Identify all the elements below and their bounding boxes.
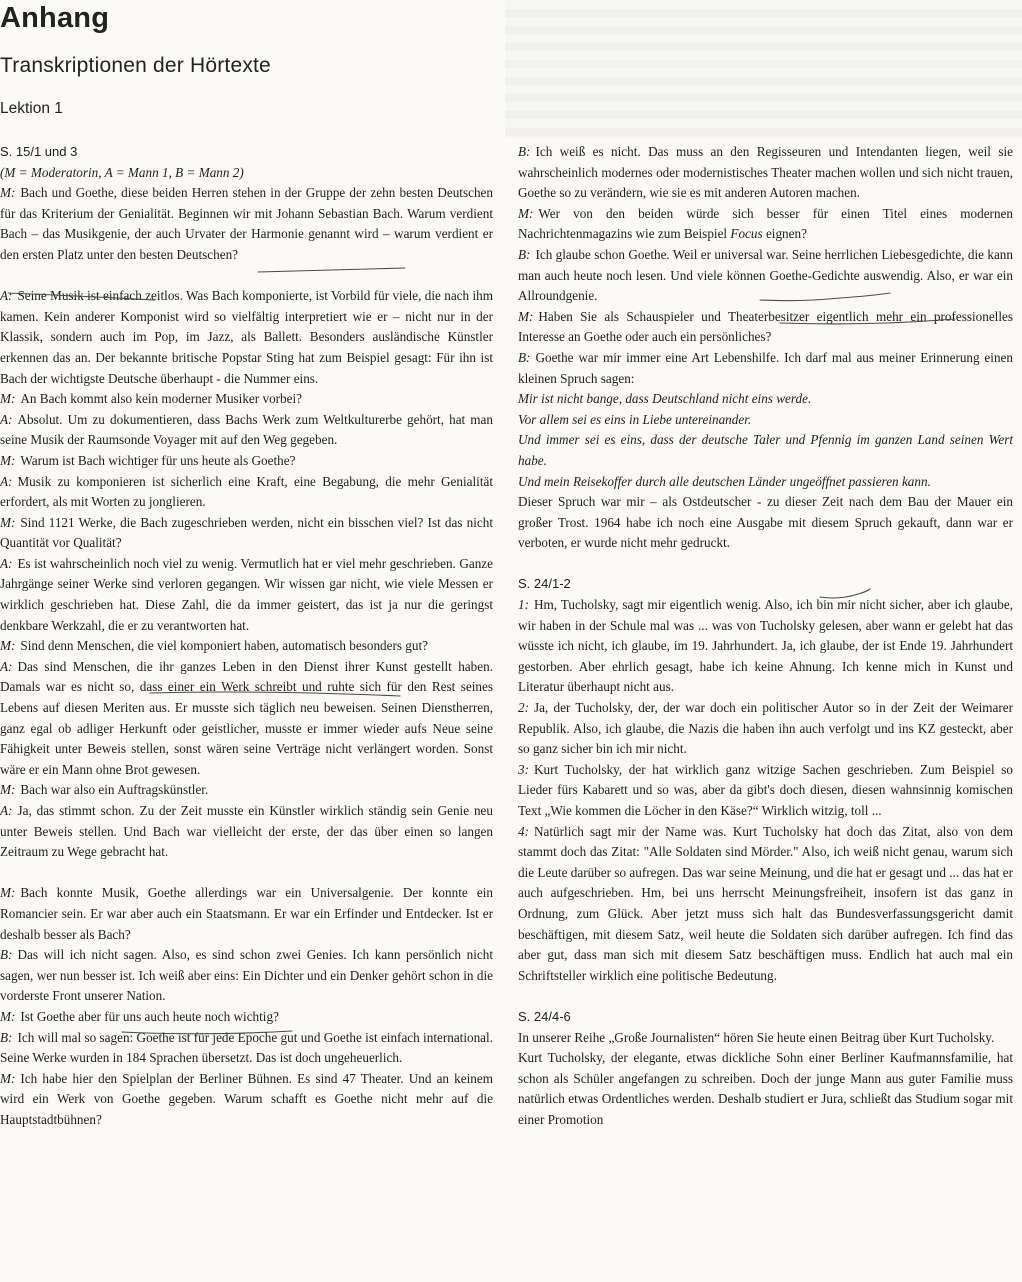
dialogue-paragraph xyxy=(0,554,493,636)
dialogue-paragraph xyxy=(0,183,493,265)
dialogue-paragraph xyxy=(0,945,493,1007)
dialogue-text: Das sind Menschen, die ihr ganzes Leben in den Dienst ihrer Kunst gestellt haben. Damals war es nicht so, dass einer ein Werk schreibt und ruhte sich für den Rest seines Lebens auf diesen Meriten aus. Er musste sich täglich neu beweisen. Seinen Dienstherren, ganz egal ob adliger Herkunft oder geistlicher, musste er immer wieder aufs Neue seine Fähigkeit unter Beweis stellen, sonst wären seine Verträge nicht verlängert worden. Sonst wäre er ein Mann ohne Brot gewesen. xyxy=(0,658,493,777)
speaker-label: M: xyxy=(0,638,16,654)
dialogue-paragraph xyxy=(0,883,493,945)
dialogue-text: Das will ich nicht sagen. Also, es sind schon zwei Genies. Ich kann persönlich nicht sagen, wer nun besser ist. Ich weiß aber eins: Ein Dichter und ein Denker gehört schon in die vorderste Front unserer Nation. xyxy=(0,947,493,1004)
dialogue-paragraph xyxy=(0,410,493,451)
dialogue-text: Ich glaube schon Goethe. Weil er universal war. Seine herrlichen Liebesgedichte, die kann man auch heute noch lesen. Und viele können Goethe-Gedichte auswendig. Also, er war ein Allroundgenie. xyxy=(518,246,1013,304)
speaker-label: M: xyxy=(518,308,534,324)
dialogue-paragraph xyxy=(0,451,493,472)
dialogue-text: Ich will mal so sagen: Goethe ist für jede Epoche gut und Goethe ist einfach international. Seine Werke wurden in 184 Sprachen übersetzt. Das ist doch ungeheuerlich. xyxy=(0,1029,493,1066)
speaker-label: B: xyxy=(0,947,13,963)
speaker-label: A: xyxy=(0,411,13,427)
body-paragraph: In unserer Reihe „Große Journalisten“ hören Sie heute einen Beitrag über Kurt Tucholsky. xyxy=(518,1029,995,1045)
dialogue-text: Bach und Goethe, diese beiden Herren stehen in der Gruppe der zehn besten Deutschen für das Kriterium der Genialität. Beginnen wir mit Johann Sebastian Bach. Warum verdient Bach – das Musikgenie, der auch Urvater der Harmonie genannt wird – warum verdient er den ersten Platz unter den besten Deutschen? xyxy=(0,185,493,262)
dialogue-text: Warum ist Bach wichtiger für uns heute als Goethe? xyxy=(20,452,296,468)
dialogue-paragraph xyxy=(518,595,1013,698)
speaker-label: A: xyxy=(0,658,13,674)
emphasized-title: Focus xyxy=(730,226,763,242)
dialogue-paragraph xyxy=(518,822,1013,987)
facing-page-bleed xyxy=(505,0,1022,138)
dialogue-paragraph: Dieser Spruch war mir – als Ostdeutscher - zu dieser Zeit nach dem Bau der Mauer ein großer Trost. 1964 habe ich noch eine Ausgabe mit diesem Spruch gekauft, dann war er verboten, er wurde nicht mehr gedruckt. xyxy=(518,494,1013,551)
body-paragraph: Kurt Tucholsky, der elegante, etwas dickliche Sohn einer Berliner Kaufmannsfamilie, hat schon als Schüler angefangen zu schreiben. Doch der junge Mann aus guter Familie muss natürlich etwas Ordentliches werden. Deshalb studiert er Jura, schließt das Studium sogar mit einer Promotion xyxy=(518,1050,1013,1127)
speaker-label: 1: xyxy=(518,597,529,613)
speaker-label: M: xyxy=(0,514,16,530)
page-title: Anhang xyxy=(0,2,110,34)
dialogue-list xyxy=(518,142,1013,389)
verse-line: Mir ist nicht bange, dass Deutschland nicht eins werde. xyxy=(518,391,812,407)
dialogue-text: Bach konnte Musik, Goethe allerdings war ein Universalgenie. Der konnte ein Romancier sein. Er war aber auch ein Staatsmann. Er war ein Erfinder und Entdecker. Ist er deshalb besser als Bach? xyxy=(0,885,493,942)
dialogue-text: Musik zu komponieren ist sicherlich eine Kraft, eine Begabung, die mehr Genialität erfordert, als mit Worten zu jonglieren. xyxy=(0,473,493,510)
dialogue-text: Ich weiß es nicht. Das muss an den Regisseuren und Intendanten liegen, weil sie wahrscheinlich modernes oder modernistisches Theater machen wollen und sich nicht trauen, Goethe so zu verändern, wie sie es mit anderen Autoren machen. xyxy=(518,144,1013,201)
dialogue-text: Natürlich sagt mir der Name was. Kurt Tucholsky hat doch das Zitat, also von dem stammt doch das Zitat: "Alle Soldaten sind Mörder." Also, ich weiß nicht genau, warum sich die Leute darüber so aufregen. Das war seine Meinung, und die hat er gesagt und ... das hat er auch aufgeschrieben. Hm, bei uns herrscht Meinungsfreiheit, insofern ist das ganz in Ordnung, zum Glück. Aber jetzt muss sich halt das Bundesverfassungsgericht damit beschäftigen, mit diesem Satz, weil heute die Soldaten sich darüber aufregen. Ich find das aber gut, dass man sich mit diesem Satz beschäftigen muss. Endlich hat auch mal ein Schriftsteller wirklich eine politische Bedeutung. xyxy=(518,823,1013,983)
dialogue-text: Ich habe hier den Spielplan der Berliner Bühnen. Es sind 47 Theater. Und an keinem wird ein Werk von Goethe gegeben. Warum schafft es Goethe nicht mehr auf die Hauptstadtbühnen? xyxy=(0,1070,493,1127)
dialogue-paragraph xyxy=(0,1028,493,1069)
verse-line: Und immer sei es eins, dass der deutsche Taler und Pfennig im ganzen Land seinen Wert habe. xyxy=(518,432,1013,468)
speaker-label: M: xyxy=(0,885,16,901)
dialogue-text: Ist Goethe aber für uns auch heute noch wichtig? xyxy=(20,1008,279,1024)
dialogue-text: Seine Musik ist einfach zeitlos. Was Bach komponierte, ist Vorbild für viele, die nach ihm kamen. Kein anderer Komponist wird so vielfältig interpretiert wie er – nicht nur in der Klassik, sondern auch im Pop, im Jazz, als Ballett. Besonders ausländische Künstler erkennen das an. Der bekannte britische Popstar Sting hat zum Beispiel gesagt: Für ihn ist Bach der wichtigste Deutsche überhaupt - die Nummer eins. xyxy=(0,288,493,386)
speaker-label: A: xyxy=(0,288,13,304)
dialogue-text: An Bach kommt also kein moderner Musiker vorbei? xyxy=(20,391,303,407)
dialogue-paragraph xyxy=(518,307,1013,348)
dialogue-text: Haben Sie als Schauspieler und Theaterbesitzer eigentlich mehr ein professionelles Interesse an Goethe oder auch ein persönliches? xyxy=(518,308,1013,345)
dialogue-paragraph xyxy=(518,245,1013,307)
speaker-label: 3: xyxy=(518,761,529,777)
paragraph-list xyxy=(518,1028,1013,1131)
dialogue-paragraph xyxy=(0,801,493,863)
speaker-label: M: xyxy=(518,205,534,221)
dialogue-list xyxy=(0,183,493,1130)
speaker-label: M: xyxy=(0,452,16,468)
dialogue-paragraph xyxy=(0,513,493,554)
dialogue-paragraph xyxy=(0,1069,493,1131)
speaker-label: B: xyxy=(518,349,531,365)
dialogue-text: Goethe war mir immer eine Art Lebenshilfe. Ich darf mal aus meiner Erinnerung einen kleinen Spruch sagen: xyxy=(518,349,1013,386)
dialogue-text: Hm, Tucholsky, sagt mir eigentlich wenig. Also, ich bin mir nicht sicher, aber ich glaube, wir haben in der Schule mal was ... was von Tucholsky gelesen, aber wann er gelebt hat das wüsste ich nicht, ich glaube, im 19. Jahrhundert. Ja, ich glaube, der ist Ende 19. Jahrhundert gestorben. Aber ehrlich gesagt, habe ich keine Ahnung. Ich kenne mich in Kunst und Literatur überhaupt nicht aus. xyxy=(518,597,1013,695)
speaker-label: B: xyxy=(518,144,531,159)
verse-line: Und mein Reisekoffer durch alle deutschen Länder ungeöffnet passieren kann. xyxy=(518,473,931,489)
speaker-label: A: xyxy=(0,555,13,571)
lesson-heading: Lektion 1 xyxy=(0,100,63,117)
dialogue-paragraph xyxy=(0,1007,493,1028)
speaker-label: M: xyxy=(0,1008,16,1024)
dialogue-text: Sind 1121 Werke, die Bach zugeschrieben werden, nicht ein bisschen viel? Ist das nicht Quantität vor Qualität? xyxy=(0,514,493,551)
dialogue-text: Ja, der Tucholsky, der, der war doch ein politischer Autor so in der Zeit der Weimarer Republik. Also, ich glaube, die Nazis die haben ihn auch verfolgt und ins KZ gesteckt, aber so ganz sicher bin ich mir nicht. xyxy=(518,700,1013,757)
speaker-label: A: xyxy=(0,473,13,489)
verse-block xyxy=(518,389,1013,492)
dialogue-paragraph xyxy=(0,389,493,410)
dialogue-text: eignen? xyxy=(762,226,807,242)
speaker-label: M: xyxy=(0,391,16,407)
dialogue-text: Bach war also ein Auftragskünstler. xyxy=(20,782,209,798)
section-heading: S. 24/4-6 xyxy=(518,1008,571,1024)
verse-line: Vor allem sei es eins in Liebe untereinander. xyxy=(518,411,752,427)
dialogue-text: Absolut. Um zu dokumentieren, dass Bachs Werk zum Weltkulturerbe gehört, hat man seine Musik der Raumsonde Voyager mit auf den Weg gegeben. xyxy=(0,411,493,448)
dialogue-list xyxy=(518,595,1013,986)
right-column xyxy=(518,142,1013,1131)
dialogue-paragraph xyxy=(0,657,493,781)
speaker-label: B: xyxy=(518,246,531,262)
page-subtitle: Transkriptionen der Hörtexte xyxy=(0,54,271,77)
speaker-label: M: xyxy=(0,1070,16,1086)
dialogue-paragraph xyxy=(0,780,493,801)
dialogue-paragraph xyxy=(518,142,1013,204)
speaker-label: 2: xyxy=(518,700,529,716)
left-column xyxy=(0,142,493,1131)
dialogue-paragraph xyxy=(0,636,493,657)
dialogue-paragraph xyxy=(518,348,1013,389)
dialogue-paragraph xyxy=(518,698,1013,760)
dialogue-text: Sind denn Menschen, die viel komponiert haben, automatisch besonders gut? xyxy=(20,638,429,654)
dialogue-paragraph xyxy=(518,204,1013,245)
dialogue-text: Es ist wahrscheinlich noch viel zu wenig. Vermutlich hat er viel mehr geschrieben. Ganze Jahrgänge seiner Werke sind verloren gegangen. Wir wissen gar nicht, wie viele Messen er wirklich geschrieben hat. Diese Zahl, die da immer geistert, das ist ja nur die geringst denkbare Werkzahl, die er zu verantworten hat. xyxy=(0,555,493,633)
speaker-label: M: xyxy=(0,185,16,201)
section-heading: S. 15/1 und 3 xyxy=(0,144,78,159)
dialogue-paragraph xyxy=(0,472,493,513)
dialogue-paragraph xyxy=(0,286,493,389)
speaker-label: 4: xyxy=(518,823,529,839)
section-heading: S. 24/1-2 xyxy=(518,576,571,592)
dialogue-text: Wer von den beiden würde sich besser für einen Titel eines modernen Nachrichtenmagazins wie zum Beispiel xyxy=(518,205,1013,242)
speaker-legend: (M = Moderatorin, A = Mann 1, B = Mann 2) xyxy=(0,164,244,180)
speaker-label: B: xyxy=(0,1029,13,1045)
speaker-label: M: xyxy=(0,782,16,798)
dialogue-paragraph xyxy=(518,760,1013,822)
dialogue-text: Kurt Tucholsky, der hat wirklich ganz witzige Sachen geschrieben. Zum Beispiel so Lieder fürs Kabarett und so was, aber da gibt's doch diesen, diesen wahnsinnig komischen Text „Wie kommen die Löcher in den Käse?“ Wirklich witzig, toll ... xyxy=(518,761,1013,818)
speaker-label: A: xyxy=(0,803,13,818)
dialogue-text: Ja, das stimmt schon. Zu der Zeit musste ein Künstler wirklich ständig sein Genie neu unter Beweis stellen. Und Bach war vielleicht der erste, der das über einen so langen Zeitraum zu Wege gebracht hat. xyxy=(0,803,493,860)
